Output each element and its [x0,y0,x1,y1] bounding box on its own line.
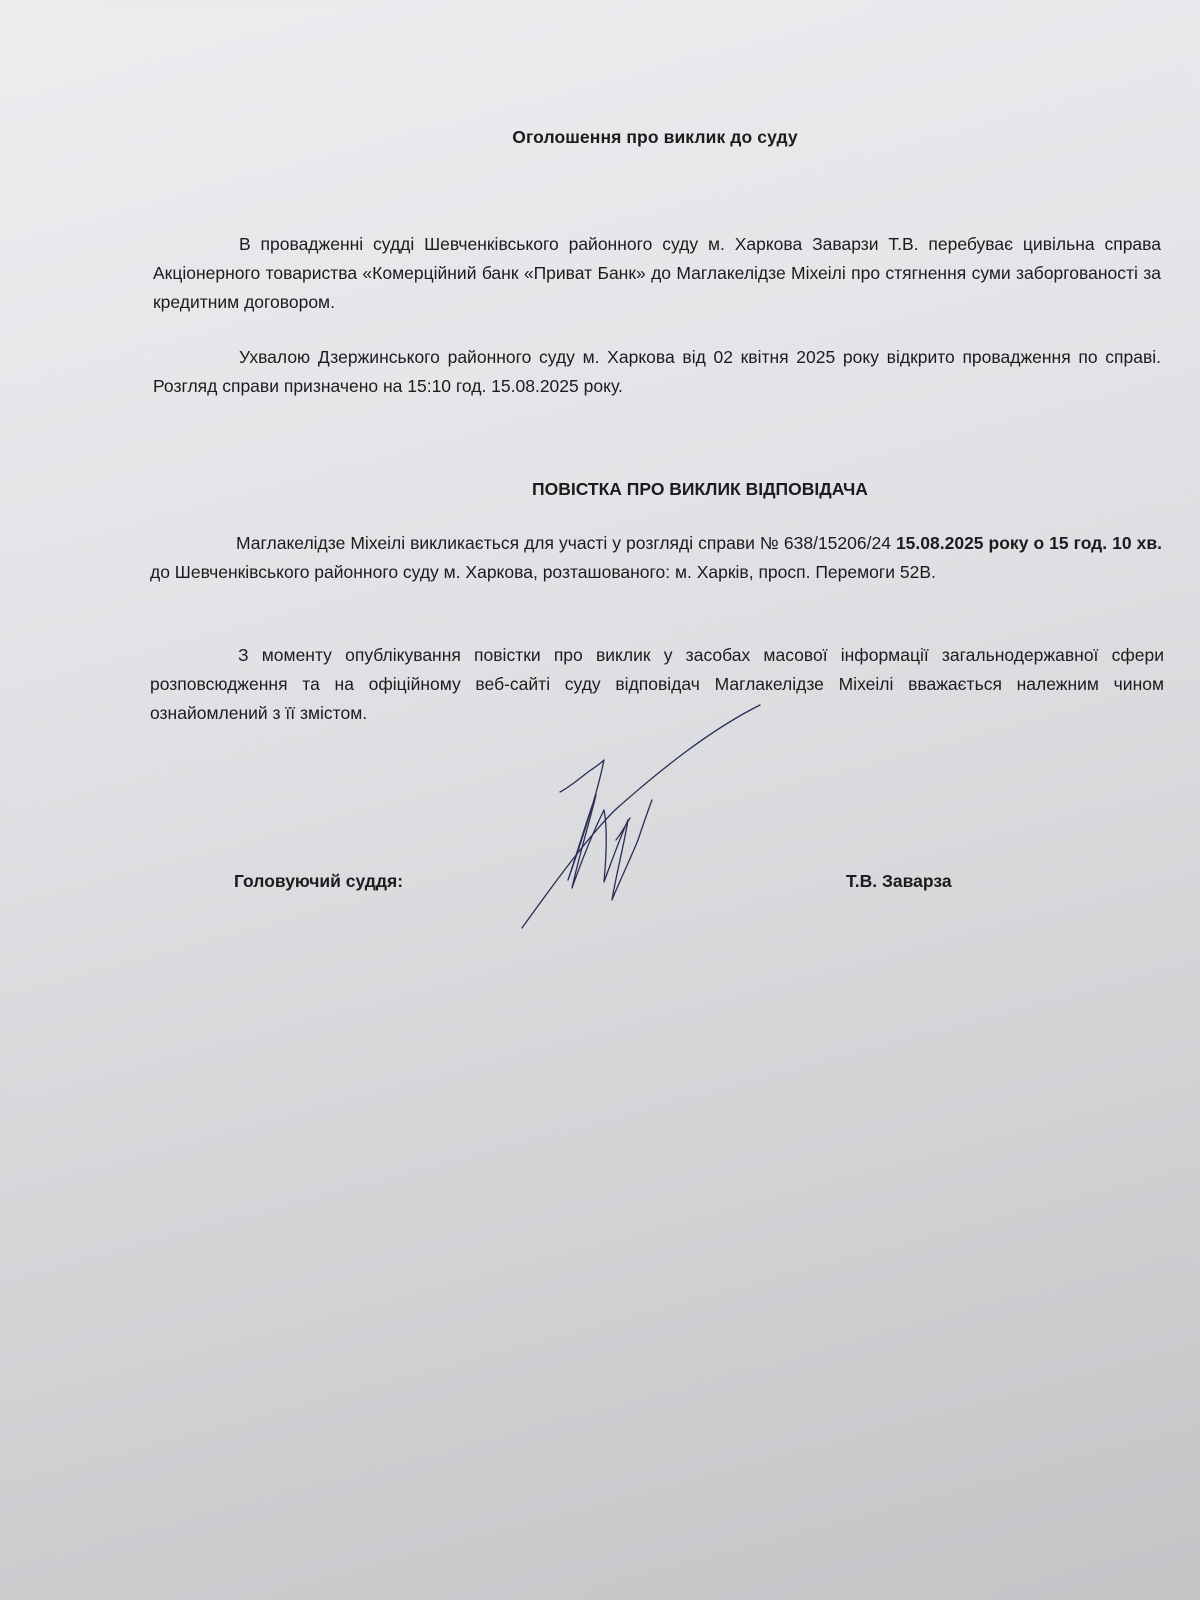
paragraph-case-info: В провадженні судді Шевченківського районного суду м. Харкова Заварзи Т.В. перебуває цивільна справа Акціонерного товариства «Комерційний банк «Приват Банк» до Маглакелідзе Міхеілі про стягнення суми заборгованості за кредитним договором. [153,234,1161,312]
judge-name: Т.В. Заварза [846,871,952,891]
presiding-judge-label: Головуючий суддя: [234,871,404,891]
paragraph-ruling: Ухвалою Дзержинського районного суду м. Харкова від 02 квітня 2025 року відкрито провадження по справі. Розгляд справи призначено на 15:10 год. 15.08.2025 року. [153,347,1161,396]
paragraph-publication-notice: З моменту опублікування повістки про виклик у засобах масової інформації загальнодержавної сфери розповсюдження та на офіційному веб-сайті суду відповідач Маглакелідзе Міхеілі вважається належним чином ознайомлений з її змістом. [150,645,1164,723]
judge-signature [520,700,780,960]
paragraph-summons [150,529,1162,587]
summons-text-part2: до Шевченківського районного суду м. Харкова, розташованого: м. Харків, просп. Перемоги 52В. [150,562,936,582]
summons-text-part1: Маглакелідзе Міхеілі викликається для участі у розгляді справи № 638/15206/24 [236,533,896,553]
document-title: Оголошення про виклик до суду [512,127,798,147]
summons-title: ПОВІСТКА ПРО ВИКЛИК ВІДПОВІДАЧА [532,479,868,499]
summons-datetime: 15.08.2025 року о 15 год. 10 хв. [895,533,1162,553]
